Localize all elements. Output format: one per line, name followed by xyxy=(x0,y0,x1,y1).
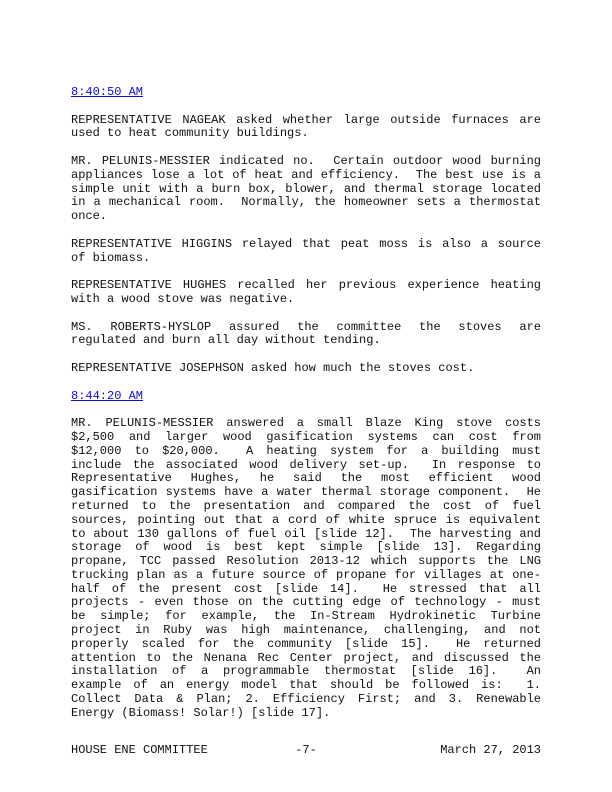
text-line: REPRESENTATIVE HIGGINS relayed that peat moss is also a source xyxy=(71,236,541,251)
text-line: half of the present cost [slide 14]. He stressed that all xyxy=(71,581,541,596)
text-line: propane, TCC passed Resolution 2013-12 which supports the LNG xyxy=(71,554,541,569)
text-line: used to heat community buildings. xyxy=(71,126,309,141)
timestamp-link[interactable]: 8:44:20 AM xyxy=(71,388,144,403)
timestamp-block xyxy=(71,390,541,404)
paragraph xyxy=(71,114,541,142)
text-line: projects - even those on the cutting edge of technology - must xyxy=(71,595,541,610)
text-line: of biomass. xyxy=(71,250,151,265)
text-line: regulated and burn all day without tending. xyxy=(71,333,381,348)
paragraph xyxy=(71,155,541,224)
footer-page-number: -7- xyxy=(295,743,317,757)
paragraph xyxy=(71,417,541,721)
text-line: gasification systems have a water thermal storage component. He xyxy=(71,485,541,500)
text-line: Energy (Biomass! Solar!) [slide 17]. xyxy=(71,705,331,720)
timestamp-link[interactable]: 8:40:50 AM xyxy=(71,85,144,99)
footer-committee-name: HOUSE ENE COMMITTEE xyxy=(71,743,208,757)
text-line: with a wood stove was negative. xyxy=(71,291,295,306)
text-line: returned to the presentation and compared the cost of fuel xyxy=(71,498,541,513)
text-line: attention to the Nenana Rec Center project, and discussed the xyxy=(71,650,541,665)
text-line: Collect Data & Plan; 2. Efficiency First; and 3. Renewable xyxy=(71,692,541,707)
timestamp-block xyxy=(71,86,541,100)
text-line: to about 130 gallons of fuel oil [slide 12]. The harvesting and xyxy=(71,526,541,541)
text-line: example of an energy model that should be followed is: 1. xyxy=(71,678,541,693)
text-line: storage of wood is best kept simple [slide 13]. Regarding xyxy=(71,540,541,555)
text-line: Representative Hughes, he said the most efficient wood xyxy=(71,471,541,486)
text-line: be simple; for example, the In-Stream Hydrokinetic Turbine xyxy=(71,609,541,624)
text-line: REPRESENTATIVE NAGEAK asked whether large outside furnaces are xyxy=(71,112,541,127)
text-line: project in Ruby was high maintenance, challenging, and not xyxy=(71,623,541,638)
text-line: REPRESENTATIVE HUGHES recalled her previous experience heating xyxy=(71,278,541,293)
text-line: once. xyxy=(71,209,108,224)
text-line: installation of a programmable thermostat [slide 16]. An xyxy=(71,664,541,679)
paragraph xyxy=(71,279,541,307)
text-line: MR. PELUNIS-MESSIER indicated no. Certain outdoor wood burning xyxy=(71,153,541,168)
text-line: trucking plan as a future source of propane for villages at one- xyxy=(71,567,541,582)
text-line: properly scaled for the community [slide 15]. He returned xyxy=(71,636,541,651)
text-line: include the associated wood delivery set-up. In response to xyxy=(71,457,541,472)
paragraph xyxy=(71,362,541,376)
text-line: simple unit with a burn box, blower, and thermal storage located xyxy=(71,181,541,196)
text-line: in a mechanical room. Normally, the homeowner sets a thermostat xyxy=(71,195,541,210)
text-line: sources, pointing out that a cord of white spruce is equivalent xyxy=(71,512,541,527)
footer-date: March 27, 2013 xyxy=(440,743,542,757)
paragraph xyxy=(71,321,541,349)
text-line: MS. ROBERTS-HYSLOP assured the committee the stoves are xyxy=(71,319,541,334)
paragraph xyxy=(71,238,541,266)
text-line: MR. PELUNIS-MESSIER answered a small Blaze King stove costs xyxy=(71,416,541,431)
page-footer xyxy=(71,744,541,758)
text-line: REPRESENTATIVE JOSEPHSON asked how much the stoves cost. xyxy=(71,360,475,375)
text-line: appliances lose a lot of heat and efficiency. The best use is a xyxy=(71,167,541,182)
text-line: $2,500 and larger wood gasification systems can cost from xyxy=(71,429,541,444)
document-content xyxy=(71,86,541,721)
text-line: $12,000 to $20,000. A heating system for a building must xyxy=(71,443,541,458)
